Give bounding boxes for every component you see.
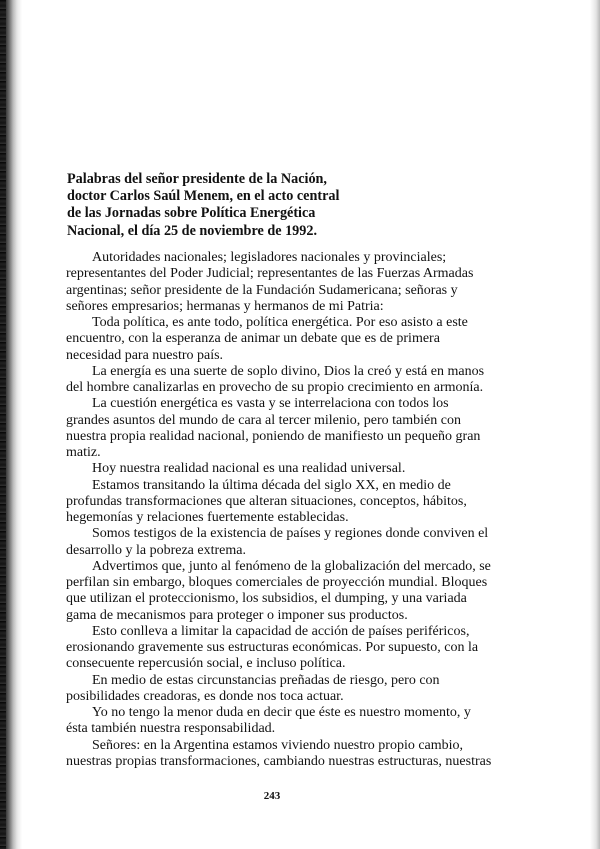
body-line: que utilizan el proteccionismo, los subsidios, el dumping, y una variada [66, 591, 467, 607]
body-line: Hoy nuestra realidad nacional es una realidad universal. [92, 461, 406, 477]
scan-right-edge [590, 0, 600, 849]
body-line: hegemonías y relaciones fuertemente establecidas. [66, 510, 349, 525]
body-line: posibilidades creadoras, es donde nos toca actuar. [66, 688, 344, 704]
body-line: argentinas; señor presidente de la Fundación Sudamericana; señoras y [66, 282, 458, 298]
body-line: La energía es una suerte de soplo divino, Dios la creó y está en manos [92, 363, 485, 379]
body-line: matiz. [66, 445, 101, 460]
body-line: gama de mecanismos para proteger o imponer sus productos. [66, 607, 408, 623]
body-line: En medio de estas circunstancias preñadas de riesgo, pero con [92, 672, 440, 688]
body-line: del hombre canalizarlas en provecho de su propio crecimiento en armonía. [66, 380, 484, 395]
body-line: Toda política, es ante todo, política energética. Por eso asisto a este [92, 315, 468, 330]
page-number: 243 [263, 790, 281, 802]
body-line: profundas transformaciones que alteran situaciones, conceptos, hábitos, [66, 493, 467, 509]
body-line: desarrollo y la pobreza extrema. [66, 542, 246, 558]
body-line: Esto conlleva a limitar la capacidad de acción de países periféricos, [92, 623, 470, 639]
body-line: Señores: en la Argentina estamos viviendo nuestro propio cambio, [92, 737, 464, 753]
body-line: erosionando gravemente sus estructuras económicas. Por supuesto, con la [66, 640, 479, 655]
body-line: Somos testigos de la existencia de países y regiones donde conviven el [92, 526, 489, 542]
body-line: Yo no tengo la menor duda en decir que éste es nuestro momento, y [92, 705, 471, 720]
speech-body [66, 250, 492, 770]
scan-binding-edge [0, 0, 6, 849]
body-line: Advertimos que, junto al fenómeno de la globalización del mercado, se [92, 558, 491, 574]
body-line: señores empresarios; hermanas y hermanos de mi Patria: [66, 298, 384, 314]
heading-line: de las Jornadas sobre Política Energética [67, 205, 316, 222]
heading-line: doctor Carlos Saúl Menem, en el acto central [67, 188, 340, 205]
body-line: nuestras propias transformaciones, cambiando nuestras estructuras, nuestras [66, 753, 492, 769]
body-line: La cuestión energética es vasta y se interrelaciona con todos los [92, 396, 449, 412]
body-line: Estamos transitando la última década del siglo XX, en medio de [92, 477, 451, 493]
body-line: grandes asuntos del mundo de cara al tercer milenio, pero también con [66, 412, 461, 428]
body-line: encuentro, con la esperanza de animar un debate que es de primera [66, 331, 440, 347]
body-line: perfilan sin embargo, bloques comerciales de proyección mundial. Bloques [66, 575, 488, 590]
heading-line: Nacional, el día 25 de noviembre de 1992. [67, 222, 317, 239]
body-line: Autoridades nacionales; legisladores nacionales y provinciales; [92, 250, 447, 265]
body-line: necesidad para nuestro país. [66, 347, 224, 363]
speech-heading [67, 171, 367, 240]
heading-line: Palabras del señor presidente de la Nación, [67, 171, 327, 187]
body-line: representantes del Poder Judicial; representantes de las Fuerzas Armadas [66, 266, 474, 282]
body-line: nuestra propia realidad nacional, poniendo de manifiesto un pequeño gran [66, 428, 481, 444]
body-line: consecuente repercusión social, e incluso política. [66, 656, 346, 672]
body-line: ésta también nuestra responsabilidad. [66, 721, 276, 737]
